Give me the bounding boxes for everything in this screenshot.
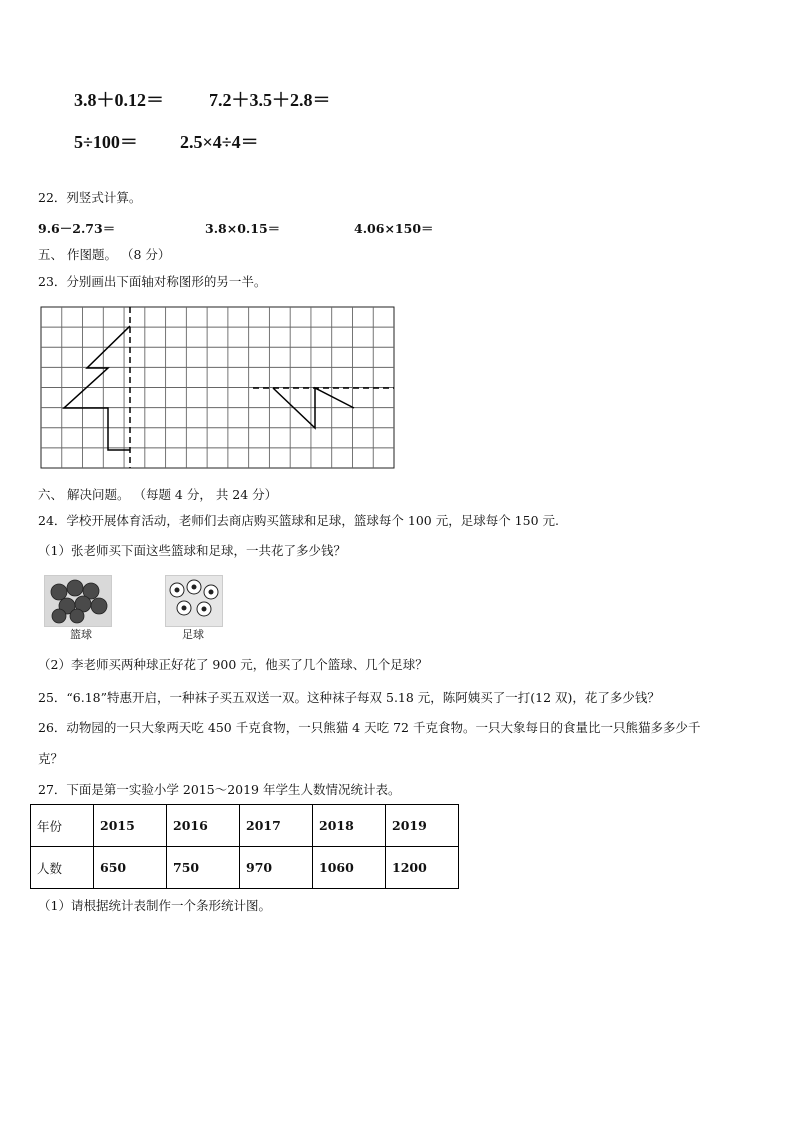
table-row-year [31, 805, 459, 847]
section-5-heading: 五、 作图题。 （8 分） [38, 247, 171, 262]
q22-title: 22．列竖式计算。 [38, 190, 142, 205]
q26-line2: 克？ [38, 751, 64, 766]
year-cell: 2019 [386, 805, 459, 847]
basketball-caption: 篮球 [70, 628, 92, 641]
equation-3: 5÷100＝ [74, 132, 138, 152]
basketballs-image [44, 575, 112, 627]
count-cell: 970 [240, 847, 313, 889]
equation-1: 3.8＋0.12＝ [74, 90, 164, 110]
q23-title: 23．分别画出下面轴对称图形的另一半。 [38, 274, 267, 289]
left-half-figure [64, 326, 130, 450]
row-header-year: 年份 [31, 805, 94, 847]
q22-item-1: 9.6－2.73＝ [38, 221, 116, 236]
equation-2: 7.2＋3.5＋2.8＝ [209, 90, 331, 110]
q27-text: 27．下面是第一实验小学 2015～2019 年学生人数情况统计表。 [38, 782, 401, 797]
count-cell: 650 [94, 847, 167, 889]
footballs-image [165, 575, 223, 627]
q27-sub1: （1）请根据统计表制作一个条形统计图。 [38, 898, 271, 913]
q25-text: 25．“6.18”特惠开启，一种袜子买五双送一双。这种袜子每双 5.18 元，陈阿姨买了一打(12 双)，花了多少钱？ [38, 690, 660, 705]
q22-item-3: 4.06×150＝ [354, 221, 434, 236]
section-6-heading: 六、 解决问题。 （每题 4 分， 共 24 分） [38, 487, 278, 502]
q22-item-2: 3.8×0.15＝ [205, 221, 281, 236]
year-cell: 2016 [167, 805, 240, 847]
student-count-table [30, 804, 459, 889]
year-cell: 2017 [240, 805, 313, 847]
table-row-count [31, 847, 459, 889]
year-cell: 2018 [313, 805, 386, 847]
equation-4: 2.5×4÷4＝ [180, 132, 259, 152]
q26-line1: 26．动物园的一只大象两天吃 450 千克食物，一只熊猫 4 天吃 72 千克食物。一只大象每日的食量比一只熊猫多多少千 [38, 720, 701, 735]
q24-sub1: （1）张老师买下面这些篮球和足球，一共花了多少钱？ [38, 543, 346, 558]
row-header-count: 人数 [31, 847, 94, 889]
football-caption: 足球 [182, 628, 204, 641]
q24-sub2: （2）李老师买两种球正好花了 900 元，他买了几个篮球、几个足球？ [38, 657, 428, 672]
symmetry-grid-figure [40, 306, 398, 472]
count-cell: 1200 [386, 847, 459, 889]
q24-text: 24．学校开展体育活动，老师们去商店购买篮球和足球，篮球每个 100 元，足球每个 150 元. [38, 513, 559, 528]
year-cell: 2015 [94, 805, 167, 847]
count-cell: 750 [167, 847, 240, 889]
count-cell: 1060 [313, 847, 386, 889]
